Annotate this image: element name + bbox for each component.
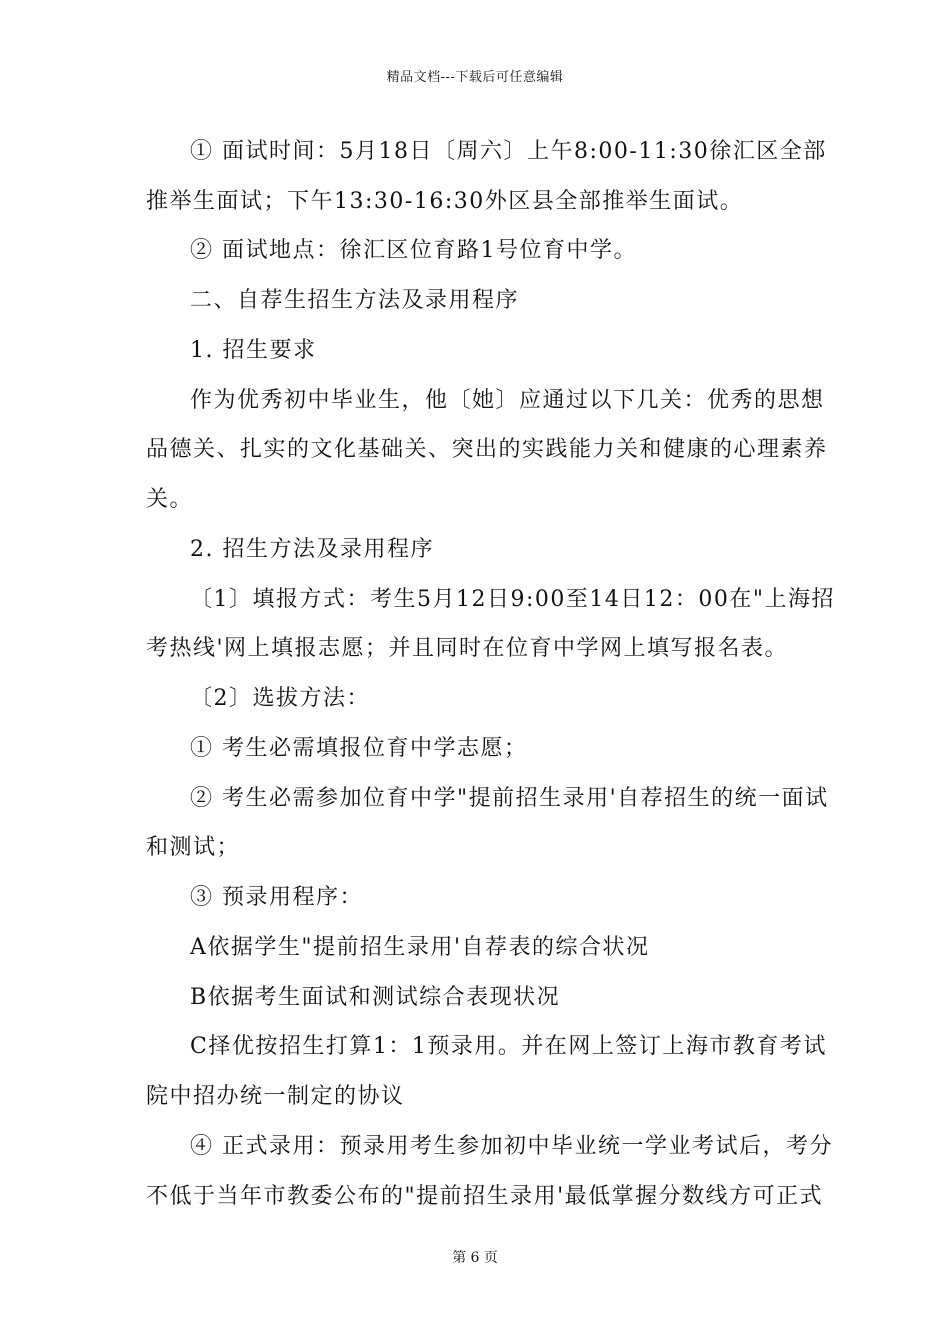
body-line-8: 关。	[146, 487, 194, 512]
body-line-19: C择优按招生打算1：1预录用。并在网上签订上海市教育考试	[190, 1034, 827, 1059]
body-line-22: 不低于当年市教委公布的"提前招生录用'最低掌握分数线方可正式	[146, 1184, 824, 1209]
body-line-3: ② 面试地点：徐汇区位育路1号位育中学。	[190, 238, 637, 263]
body-line-17: A依据学生"提前招生录用'自荐表的综合状况	[190, 935, 650, 960]
body-line-12: 〔2〕选拔方法：	[190, 686, 370, 711]
subheading-2: 2. 招生方法及录用程序	[190, 537, 434, 562]
body-line-15: 和测试；	[146, 835, 241, 860]
body-line-11: 考热线'网上填报志愿；并且同时在位育中学网上填写报名表。	[146, 636, 789, 661]
body-line-10: 〔1〕填报方式：考生5月12日9:00至14日12：00在"上海招	[190, 587, 835, 612]
page-header: 精品文档---下载后可任意编辑	[386, 70, 564, 85]
body-line-21: ④ 正式录用：预录用考生参加初中毕业统一学业考试后，考分	[190, 1134, 833, 1159]
body-line-1: ① 面试时间：5月18日〔周六〕上午8:00-11:30徐汇区全部	[190, 139, 827, 164]
page-number: 第 6 页	[452, 1250, 498, 1266]
body-line-18: B依据考生面试和测试综合表现状况	[190, 985, 561, 1010]
body-line-7: 品德关、扎实的文化基础关、突出的实践能力关和健康的心理素养	[146, 437, 828, 462]
body-line-2: 推举生面试；下午13:30-16:30外区县全部推举生面试。	[146, 189, 744, 214]
subheading-1: 1. 招生要求	[190, 338, 317, 363]
body-line-13: ① 考生必需填报位育中学志愿；	[190, 736, 528, 761]
body-line-14: ② 考生必需参加位育中学"提前招生录用'自荐招生的统一面试	[190, 786, 829, 811]
section-heading: 二、自荐生招生方法及录用程序	[190, 288, 520, 313]
body-line-6: 作为优秀初中毕业生，他〔她〕应通过以下几关：优秀的思想	[190, 388, 825, 413]
body-line-20: 院中招办统一制定的协议	[146, 1084, 405, 1109]
body-line-16: ③ 预录用程序：	[190, 885, 363, 910]
